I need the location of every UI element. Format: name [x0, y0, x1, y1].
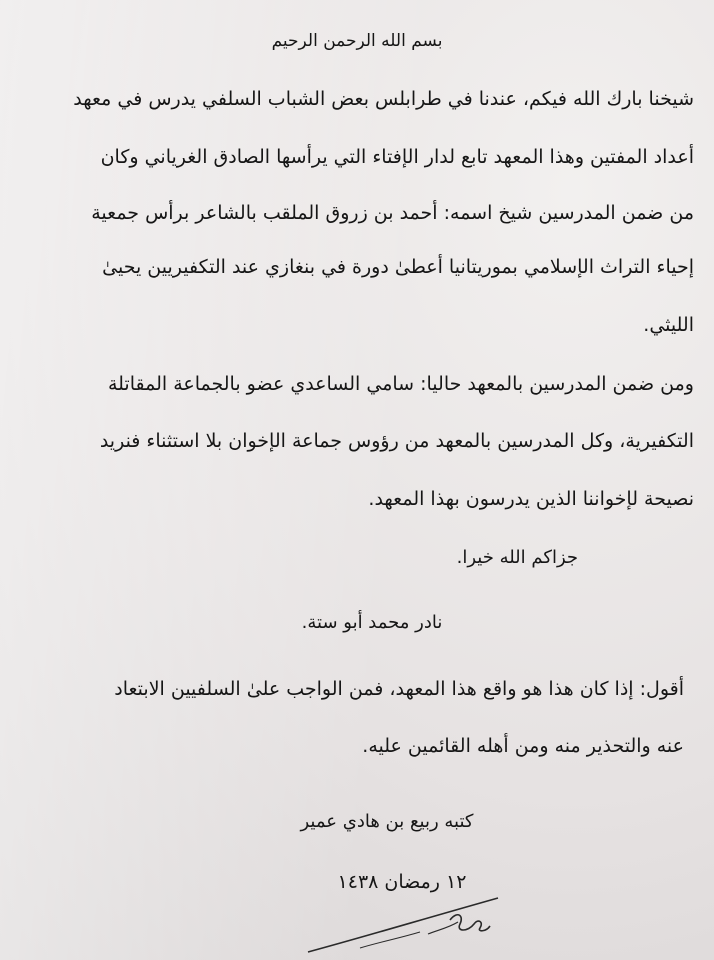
questioner-name: نادر محمد أبو ستة. — [301, 612, 443, 633]
handwritten-signature — [300, 890, 510, 960]
question-line-8: نصيحة لإخواننا الذين يدرسون بهذا المعهد. — [368, 488, 694, 510]
basmala-header: بسم الله الرحمن الرحيم — [271, 31, 443, 51]
question-line-4: إحياء التراث الإسلامي بموريتانيا أعطىٰ دورة في بنغازي عند التكفيريين يحيىٰ — [102, 256, 694, 278]
question-line-5: الليثي. — [643, 314, 694, 336]
question-line-3: من ضمن المدرسين شيخ اسمه: أحمد بن زروق الملقب بالشاعر برأس جمعية — [91, 202, 694, 224]
thanks-line: جزاكم الله خيرا. — [456, 547, 578, 568]
reply-author: كتبه ربيع بن هادي عمير — [300, 811, 474, 832]
reply-date: ١٢ رمضان ١٤٣٨ — [337, 871, 467, 893]
reply-line-2: عنه والتحذير منه ومن أهله القائمين عليه. — [362, 735, 684, 757]
reply-line-1: أقول: إذا كان هذا هو واقع هذا المعهد، فمن الواجب علىٰ السلفيين الابتعاد — [114, 678, 684, 700]
question-line-2: أعداد المفتين وهذا المعهد تابع لدار الإفتاء التي يرأسها الصادق الغرياني وكان — [100, 146, 694, 168]
question-line-6: ومن ضمن المدرسين بالمعهد حاليا: سامي الساعدي عضو بالجماعة المقاتلة — [107, 373, 694, 395]
question-line-1: شيخنا بارك الله فيكم، عندنا في طرابلس بعض الشباب السلفي يدرس في معهد — [73, 88, 694, 110]
question-line-7: التكفيرية، وكل المدرسين بالمعهد من رؤوس جماعة الإخوان بلا استثناء فنريد — [99, 430, 694, 452]
